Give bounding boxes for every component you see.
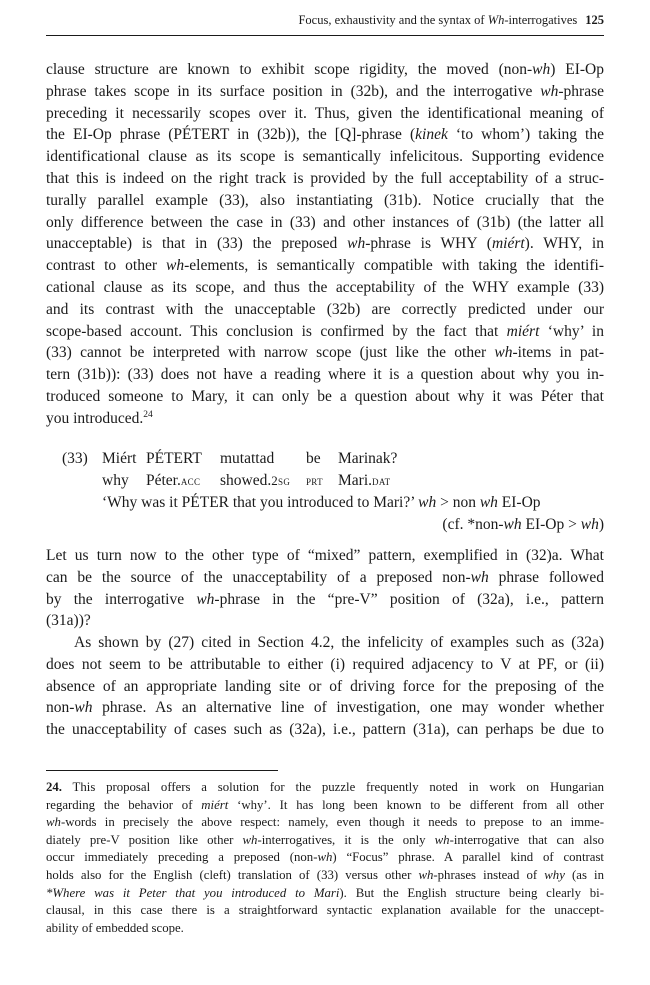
- body-paragraph-3: [46, 632, 604, 741]
- running-title-wh: Wh: [487, 13, 505, 27]
- footnote-24: [46, 779, 604, 937]
- text-line: the unacceptability of cases such as (32a), i.e., pattern (31a), can perhaps be due to: [46, 721, 604, 739]
- footnote-line: *Where was it Peter that you introduced to Mari). But the English structure being clearly bi-: [46, 885, 604, 900]
- running-title-part: Focus, exhaustivity and the syntax of: [298, 13, 488, 27]
- gloss-word: why: [102, 472, 129, 489]
- running-header: [46, 12, 604, 28]
- gloss-word: [220, 470, 306, 492]
- footnote-line: holds also for the English (cleft) translation of (33) versus other wh-phrases instead of why (as in: [46, 867, 604, 882]
- body-paragraph-1: [46, 59, 604, 430]
- running-title: [298, 13, 577, 27]
- gloss-morpheme: dat: [372, 473, 391, 488]
- text-line: the EI-Op phrase (PÉTERT in (32b)), the [Q]-phrase (kinek ‘to whom’) taking the: [46, 126, 604, 144]
- example-translation-line: [102, 492, 541, 514]
- gloss-word: [146, 470, 220, 492]
- gloss-word: [338, 470, 390, 492]
- text-line: turally parallel example (33), also instantiating (31b). Notice crucially that the: [46, 191, 604, 209]
- text-line: clause structure are known to exhibit scope rigidity, the moved (non-wh) EI-Op: [46, 61, 604, 78]
- gloss-morpheme: 2sg: [271, 473, 291, 488]
- text-line: Let us turn now to the other type of “mixed” pattern, exemplified in (32)a. What: [46, 547, 604, 564]
- footnote-line: regarding the behavior of miért ‘why’. It has long been known to be different from all other: [46, 797, 604, 812]
- example-source-line: [102, 448, 397, 470]
- gloss-word: [306, 470, 338, 492]
- gloss-morpheme: acc: [180, 473, 201, 488]
- text-line: As shown by (27) cited in Section 4.2, the infelicity of examples such as (32a): [74, 634, 604, 651]
- running-title-part: -interrogatives: [504, 13, 578, 27]
- text-line: by the interrogative wh-phrase in the “pre-V” position of (32a), i.e., pattern: [46, 590, 604, 608]
- body-paragraph-2: [46, 545, 604, 632]
- example-scope-note: wh > non wh EI-Op: [418, 494, 541, 511]
- example-word: Miért: [102, 450, 137, 467]
- footnote-line: [46, 779, 604, 797]
- example-gloss-line: [102, 470, 390, 492]
- example-number: (33): [62, 450, 88, 467]
- footnote-rule: [46, 770, 278, 771]
- text-line: identificational clause as its scope is semantically infelicitous. Supporting evidence: [46, 148, 604, 166]
- example-word: be: [306, 450, 321, 467]
- text-line-content: you introduced.: [46, 409, 144, 427]
- example-cf-note: (cf. *non-wh EI-Op > wh): [442, 516, 604, 533]
- text-line: (31a))?: [46, 612, 91, 630]
- example-word: PÉTERT: [146, 450, 202, 467]
- text-line: non-wh phrase. As an alternative line of investigation, one may wonder whether: [46, 699, 604, 717]
- example-translation: ‘Why was it PÉTER that you introduced to Mari?’: [102, 494, 415, 511]
- footnote-line-text: This proposal offers a solution for the puzzle frequently noted in work on Hungarian: [72, 780, 604, 794]
- text-line: phrase takes scope in its surface position in (32b), and the interrogative wh-phrase: [46, 82, 604, 100]
- text-line: (33) cannot be interpreted with narrow scope (just like the other wh-items in pat-: [46, 344, 604, 362]
- footnote-line: wh-words in precisely the above respect: namely, even though it needs to prepose to an imme-: [46, 815, 604, 830]
- text-line: scope-based account. This conclusion is confirmed by the fact that miért ‘why’ in: [46, 322, 604, 340]
- text-line: can be the source of the unacceptability of a preposed non-wh phrase followed: [46, 568, 604, 586]
- footnote-line: occur immediately preceding a preposed (non-wh) “Focus” phrase. A parallel kind of contrast: [46, 850, 604, 865]
- footnote-reference[interactable]: 24: [143, 409, 153, 420]
- gloss-stem: showed.: [220, 472, 272, 489]
- header-rule: [46, 35, 604, 36]
- text-line: absence of an appropriate landing site or of driving force for the preposing of the: [46, 677, 604, 695]
- text-line: troduced someone to Mary, it can only be a question about why it was Péter that: [46, 387, 604, 405]
- gloss-morpheme: prt: [306, 473, 323, 488]
- gloss-stem: Péter.: [146, 472, 181, 489]
- page-number: 125: [585, 13, 604, 27]
- text-line: does not seem to be attributable to either (i) required adjacency to V at PF, or (ii): [46, 655, 604, 673]
- text-line: only difference between the case in (33) and other instances of (31b) (the latter all: [46, 213, 604, 231]
- text-line: contrast to other wh-elements, is semantically compatible with taking the identifi-: [46, 257, 604, 275]
- gloss-stem: Mari.: [338, 472, 373, 489]
- text-line: unacceptable) is that in (33) the preposed wh-phrase is WHY (miért). WHY, in: [46, 235, 604, 253]
- example-word: Marinak?: [338, 450, 398, 467]
- footnote-line: ability of embedded scope.: [46, 920, 184, 935]
- text-line: and its contrast with the unacceptable (32b) are correctly predicted under our: [46, 300, 604, 318]
- text-line: [46, 408, 604, 430]
- text-line: tern (31b)): (33) does not have a reading where it is a question about why you in-: [46, 366, 604, 384]
- text-line: that this is indeed on the right track is provided by the full acceptability of a struc-: [46, 169, 604, 187]
- text-line: preceding it necessarily scopes over it. Thus, given the identificational meaning of: [46, 104, 604, 122]
- text-line: cational clause as its scope, and thus the acceptability of the WHY example (33): [46, 278, 604, 296]
- example-word: mutattad: [220, 450, 275, 467]
- footnote-line: clausal, in this case there is a straightforward syntactic explanation available for the unaccept-: [46, 903, 604, 918]
- footnote-number: 24.: [46, 780, 62, 794]
- footnote-line: diately pre-V position like other wh-interrogatives, it is the only wh-interrogative that can also: [46, 832, 604, 847]
